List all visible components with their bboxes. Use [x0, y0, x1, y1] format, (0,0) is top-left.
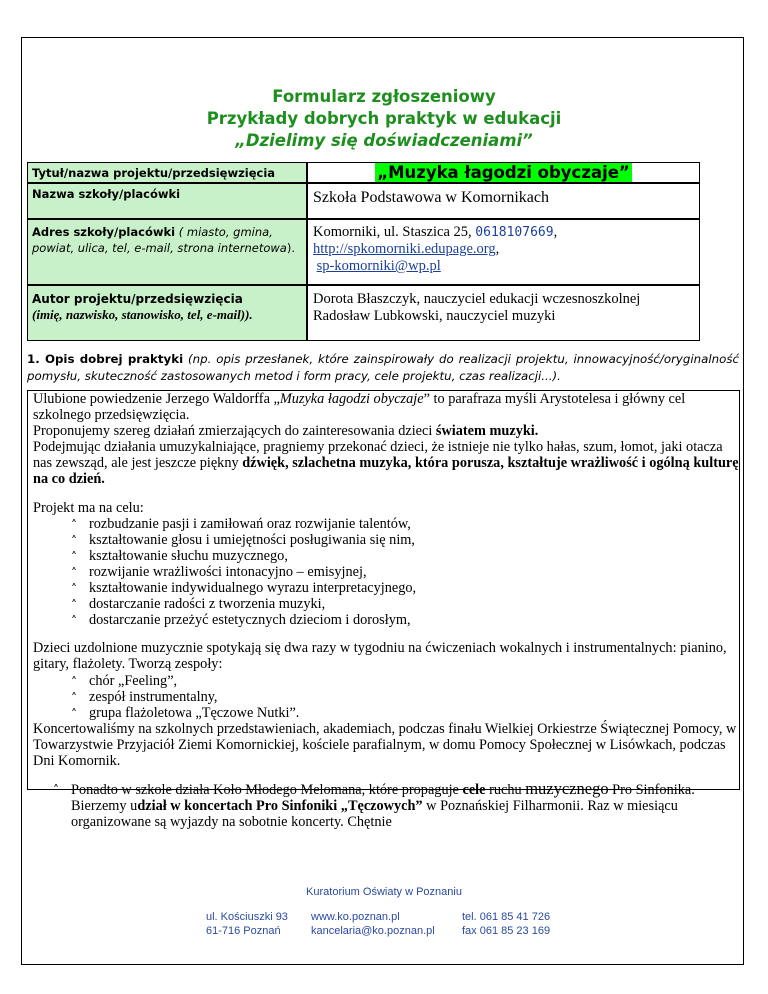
list-item: ˄ zespół instrumentalny,	[89, 689, 739, 705]
list-item: ˄ rozbudzanie pasji i zamiłowań oraz rozwijanie talentów,	[89, 516, 739, 532]
project-title-label: Tytuł/nazwa projektu/przedsięwzięcia	[27, 162, 307, 183]
groups-list	[33, 673, 739, 721]
school-website-link[interactable]: http://spkomorniki.edupage.org	[313, 241, 496, 257]
form-motto: „Dzielimy się doświadczeniami”	[235, 131, 533, 150]
school-name-value: Szkoła Podstawowa w Komornikach	[307, 183, 700, 219]
goals-intro: Projekt ma na celu:	[33, 499, 144, 516]
address-value: Komorniki, ul. Staszica 25, 0618107669, http://spkomorniki.edupage.org, sp-komorniki@wp.pl	[307, 219, 700, 285]
extra-list	[33, 781, 739, 830]
footer-organization: Kuratorium Oświaty w Poznaniu	[306, 886, 462, 898]
section-heading: 1. Opis dobrej praktyki (np. opis przesłanek, które zainspirowały do realizacji projektu, innowacyjność/oryginalność pomysłu, skuteczność zastosowanych metod i form pracy, cele projektu, czas realizacji...).	[27, 352, 739, 383]
address-label: Adres szkoły/placówki ( miasto, gmina, powiat, ulica, tel, e-mail, strona internetowa).	[27, 219, 307, 285]
list-item: ˄ dostarczanie radości z tworzenia muzyki,	[89, 596, 739, 612]
paragraph: Proponujemy szereg działań zmierzających do zainteresowania dzieci światem muzyki.	[33, 423, 539, 440]
footer-address: ul. Kościuszki 93 61-716 Poznań	[206, 911, 288, 937]
list-item: ˄ Ponadto w szkole działa Koło Młodego Melomana, które propaguje cele ruchu muzycznego Pro Sinfonika. Bierzemy udział w koncertach Pro Sinfoniki „Tęczowych” w Poznańskiej Filharmonii. Raz w miesiącu organizowane są wyjazdy na sobotnie koncerty. Chętnie	[71, 781, 739, 830]
list-item: ˄ kształtowanie głosu i umiejętności posługiwania się nim,	[89, 532, 739, 548]
phone-number: 0618107669	[475, 225, 554, 240]
description-body	[27, 390, 740, 831]
list-item: ˄ kształtowanie słuchu muzycznego,	[89, 548, 739, 564]
list-item: ˄ chór „Feeling”,	[89, 673, 739, 689]
form-subtitle: Przykłady dobrych praktyk w edukacji	[206, 109, 562, 128]
paragraph: Dzieci uzdolnione muzycznie spotykają się dwa razy w tygodniu na ćwiczeniach wokalnych i instrumentalnych: pianino, gitary, flażolety. Tworzą zespoły:	[33, 640, 727, 673]
paragraph: Podejmując działania umuzykalniające, pragniemy przekonać dzieci, że istnieje nie tylko hałas, szum, łomot, jaki otacza nas zewsząd, ale jest jeszcze piękny dźwięk, szlachetna muzyka, która porusza, kształtuje wrażliwość i ogólną kulturę na co dzień.	[33, 439, 739, 488]
author-label: Autor projektu/przedsięwzięcia (imię, nazwisko, stanowisko, tel, e-mail)).	[27, 285, 307, 341]
school-name-label: Nazwa szkoły/placówki	[27, 183, 307, 219]
school-email-link[interactable]: sp-komorniki@wp.pl	[316, 258, 441, 274]
goals-list	[33, 516, 739, 629]
footer-phones: tel. 061 85 41 726 fax 061 85 23 169	[462, 911, 551, 937]
project-title-value: „Muzyka łagodzi obyczaje”	[307, 162, 700, 183]
form-title: Formularz zgłoszeniowy	[272, 87, 496, 106]
paragraph: Ulubione powiedzenie Jerzego Waldorffa „Muzyka łagodzi obyczaje” to parafraza myśli Arystotelesa i główny cel szkolnego przedsięwzięcia.	[33, 391, 686, 424]
list-item: ˄ kształtowanie indywidualnego wyrazu interpretacyjnego,	[89, 580, 739, 596]
author-value: Dorota Błaszczyk, nauczyciel edukacji wczesnoszkolnej Radosław Lubkowski, nauczyciel muzyki	[307, 285, 700, 341]
footer-web: www.ko.poznan.pl kancelaria@ko.poznan.pl	[311, 911, 435, 937]
list-item: ˄ grupa flażoletowa „Tęczowe Nutki”.	[89, 705, 739, 721]
paragraph: Koncertowaliśmy na szkolnych przedstawieniach, akademiach, podczas finału Wielkiej Orkiestrze Świątecznej Pomocy, w Towarzystwie Przyjaciół Ziemi Komornickiej, kościele parafialnym, w domu Pomocy Społecznej w Lisówkach, podczas Dni Komornik.	[33, 720, 737, 769]
list-item: ˄ dostarczanie przeżyć estetycznych dzieciom i dorosłym,	[89, 612, 739, 628]
list-item: ˄ rozwijanie wrażliwości intonacyjno – emisyjnej,	[89, 564, 739, 580]
